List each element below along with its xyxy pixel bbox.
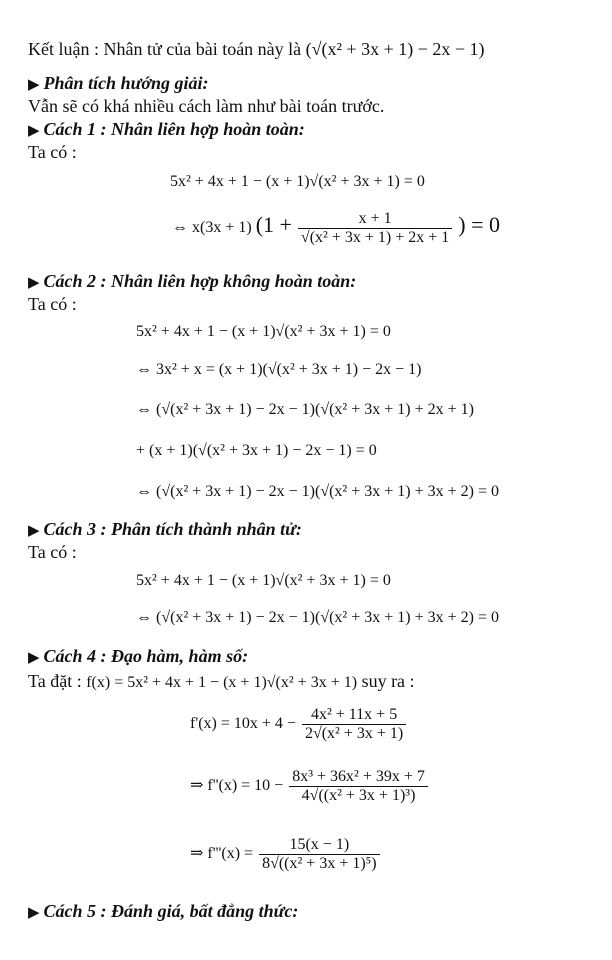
conclusion-factor: (√(x² + 3x + 1) − 2x − 1)	[305, 39, 485, 59]
triangle-bullet-icon: ▶	[28, 905, 40, 921]
triangle-bullet-icon: ▶	[28, 650, 40, 666]
method4-deriv2-fraction	[289, 768, 428, 805]
method4-deriv3-lhs: ⇒ f'''(x) =	[190, 845, 254, 863]
method2-heading-line	[28, 270, 356, 294]
method4-deriv3-numerator: 15(x − 1)	[259, 836, 380, 855]
method3-heading: Cách 3 : Phân tích thành nhân tử:	[43, 519, 302, 539]
method1-eq2-close: ) = 0	[458, 212, 500, 238]
conclusion-label: Kết luận : Nhân tử của bài toán này là	[28, 39, 306, 59]
method4-deriv2-lhs: ⇒ f''(x) = 10 −	[190, 777, 284, 795]
method2-eq5: ⇔ (√(x² + 3x + 1) − 2x − 1)(√(x² + 3x + 1) + 3x + 2) = 0	[136, 483, 499, 500]
method4-intro-f: f(x) = 5x² + 4x + 1 − (x + 1)√(x² + 3x + 1)	[86, 674, 358, 691]
method1-heading: Cách 1 : Nhân liên hợp hoàn toàn:	[43, 119, 305, 139]
method2-intro: Ta có :	[28, 294, 77, 314]
triangle-bullet-icon: ▶	[28, 77, 40, 93]
method4-deriv1-numerator: 4x² + 11x + 5	[302, 706, 406, 725]
method3-eq1: 5x² + 4x + 1 − (x + 1)√(x² + 3x + 1) = 0	[136, 572, 391, 589]
method4-deriv1	[190, 706, 408, 743]
method1-eq2-fraction	[298, 210, 452, 247]
method4-deriv3-fraction	[259, 836, 380, 873]
method1-eq2-denominator: √(x² + 3x + 1) + 2x + 1	[300, 229, 450, 246]
triangle-bullet-icon: ▶	[28, 523, 40, 539]
method4-intro-a: Ta đặt :	[28, 671, 87, 691]
method1-eq2-numerator: x + 1	[298, 210, 452, 229]
method4-deriv3-denominator: 8√((x² + 3x + 1)⁵)	[262, 855, 377, 872]
analysis-heading-line	[28, 72, 209, 96]
method4-heading-line	[28, 645, 248, 669]
method5-heading: Cách 5 : Đánh giá, bất đẳng thức:	[43, 901, 299, 921]
method4-deriv2-denominator: 4√((x² + 3x + 1)³)	[301, 787, 416, 804]
method3-intro: Ta có :	[28, 542, 77, 562]
method1-eq2-open: (1 +	[255, 212, 292, 238]
method4-heading: Cách 4 : Đạo hàm, hàm số:	[43, 646, 249, 666]
method1-intro: Ta có :	[28, 142, 77, 162]
method4-deriv2	[190, 768, 430, 805]
method2-eq2: ⇔ 3x² + x = (x + 1)(√(x² + 3x + 1) − 2x − 1)	[136, 361, 422, 378]
triangle-bullet-icon: ▶	[28, 275, 40, 291]
method5-heading-line	[28, 900, 298, 924]
method2-eq3: ⇔ (√(x² + 3x + 1) − 2x − 1)(√(x² + 3x + 1) + 2x + 1)	[136, 401, 474, 418]
method2-heading: Cách 2 : Nhân liên hợp không hoàn toàn:	[43, 271, 357, 291]
method4-deriv1-lhs: f'(x) = 10x + 4 −	[190, 715, 296, 733]
method4-deriv1-fraction	[302, 706, 406, 743]
method4-deriv1-denominator: 2√(x² + 3x + 1)	[304, 725, 404, 742]
method1-eq1: 5x² + 4x + 1 − (x + 1)√(x² + 3x + 1) = 0	[170, 173, 425, 190]
analysis-text: Vẫn sẽ có khá nhiều cách làm như bài toán trước.	[28, 96, 385, 116]
method4-deriv3	[190, 836, 382, 873]
method1-eq2-lhs: ⇔ x(3x + 1)	[172, 219, 252, 237]
method1-heading-line	[28, 118, 305, 142]
method4-deriv2-numerator: 8x³ + 36x² + 39x + 7	[289, 768, 428, 787]
method4-intro-b: suy ra :	[357, 671, 415, 691]
analysis-heading: Phân tích hướng giải:	[43, 73, 209, 93]
method3-heading-line	[28, 518, 302, 542]
method2-eq4: + (x + 1)(√(x² + 3x + 1) − 2x − 1) = 0	[136, 442, 377, 459]
method4-intro-line	[28, 670, 415, 694]
method2-eq1: 5x² + 4x + 1 − (x + 1)√(x² + 3x + 1) = 0	[136, 323, 391, 340]
method3-eq2: ⇔ (√(x² + 3x + 1) − 2x − 1)(√(x² + 3x + 1) + 3x + 2) = 0	[136, 609, 499, 626]
method1-eq2	[172, 210, 500, 247]
triangle-bullet-icon: ▶	[28, 123, 40, 139]
conclusion-line	[28, 38, 485, 60]
